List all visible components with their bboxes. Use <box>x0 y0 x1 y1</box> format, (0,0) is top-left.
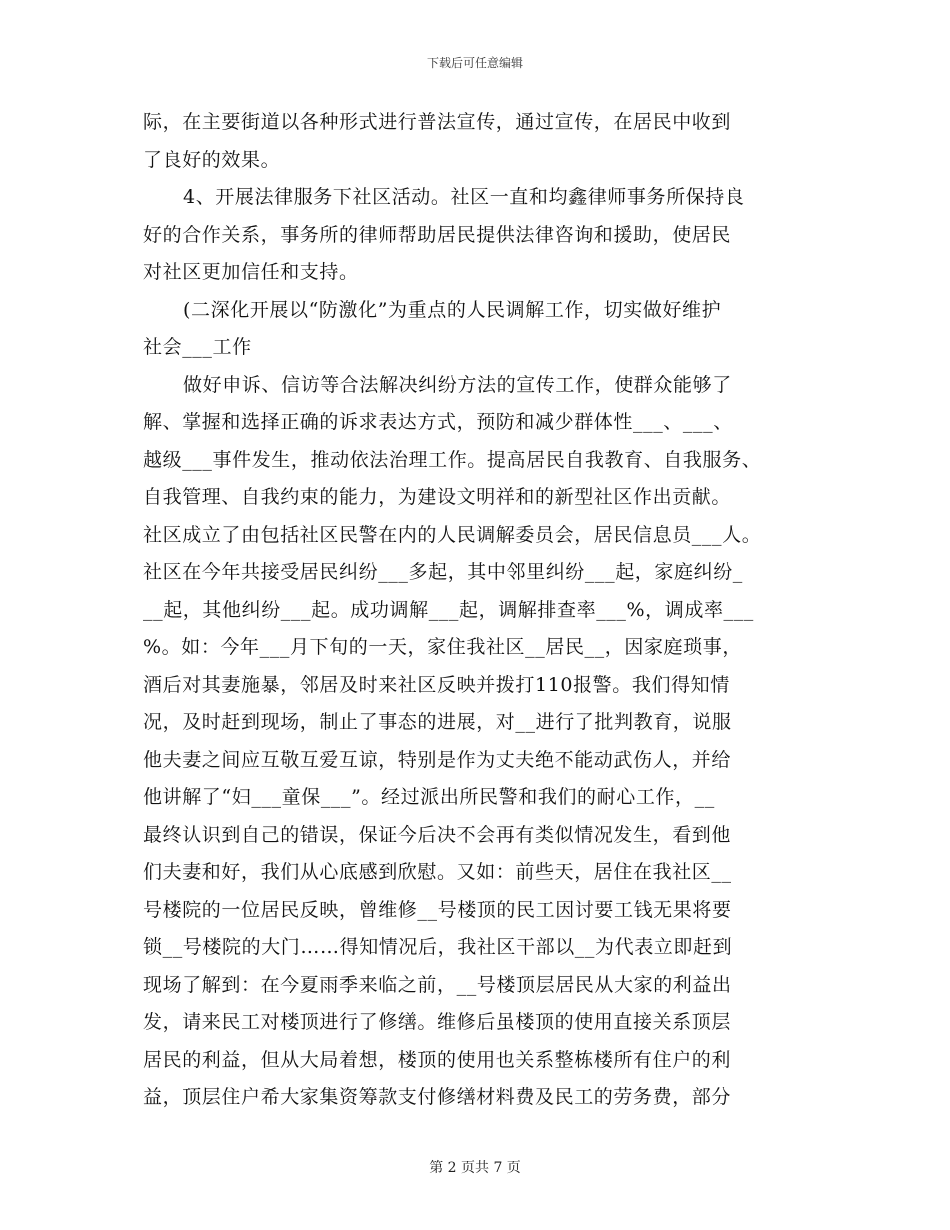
text-line: (二深化开展以“防激化”为重点的人民调解工作，切实做好维护 <box>183 298 722 321</box>
text-line: %。如：今年___月下旬的一天，家住我社区__居民__，因家庭琐事， <box>143 636 742 658</box>
text-line: __起，其他纠纷___起。成功调解___起，调解排查率___%，调成率___ <box>143 598 754 621</box>
text-line: 好的合作关系，事务所的律师帮助居民提供法律咨询和援助，使居民 <box>143 223 732 246</box>
text-line: 他夫妻之间应互敬互爱互谅，特别是作为丈夫绝不能动武伤人，并给 <box>143 748 732 771</box>
text-line: 社区成立了由包括社区民警在内的人民调解委员会，居民信息员___人。 <box>143 523 762 546</box>
text-line: 现场了解到：在今夏雨季来临之前，__号楼顶层居民从大家的利益出 <box>143 973 732 996</box>
text-line: 了良好的效果。 <box>143 148 281 171</box>
text-line: 际，在主要街道以各种形式进行普法宣传，通过宣传，在居民中收到 <box>143 111 732 133</box>
text-line: 越级___事件发生，推动依法治理工作。提高居民自我教育、自我服务、 <box>143 448 762 471</box>
text-line: 锁__号楼院的大门……得知情况后，我社区干部以__为代表立即赶到 <box>143 936 733 958</box>
text-line: 4、开展法律服务下社区活动。社区一直和均鑫律师事务所保持良 <box>183 186 745 208</box>
text-line: 解、掌握和选择正确的诉求表达方式，预防和减少群体性___、___、 <box>143 411 733 433</box>
text-line: 号楼院的一位居民反映，曾维修__号楼顶的民工因讨要工钱无果将要 <box>143 898 732 921</box>
text-line: 酒后对其妻施暴，邻居及时来社区反映并拨打110报警。我们得知情 <box>143 673 730 696</box>
text-line: 社区在今年共接受居民纠纷___多起，其中邻里纠纷___起，家庭纠纷_ <box>143 561 743 583</box>
text-line: 自我管理、自我约束的能力，为建设文明祥和的新型社区作出贡献。 <box>143 486 732 508</box>
text-line: 况，及时赶到现场，制止了事态的进展，对__进行了批判教育，说服 <box>143 711 732 733</box>
text-line: 对社区更加信任和支持。 <box>143 261 359 283</box>
document-body <box>143 104 823 1117</box>
text-line: 他讲解了“妇___童保___”。经过派出所民警和我们的耐心工作，__ <box>143 786 715 808</box>
text-line: 最终认识到自己的错误，保证今后决不会再有类似情况发生，看到他 <box>143 823 732 846</box>
text-line: 益，顶层住户希大家集资筹款支付修缮材料费及民工的劳务费，部分 <box>143 1086 732 1108</box>
text-line: 发，请来民工对楼顶进行了修缮。维修后虽楼顶的使用直接关系顶层 <box>143 1011 732 1033</box>
page-header: 下载后可任意编辑 <box>426 56 523 70</box>
text-line: 社会___工作 <box>143 336 252 358</box>
text-line: 们夫妻和好，我们从心底感到欣慰。又如：前些天，居住在我社区__ <box>143 861 732 883</box>
page-footer: 第 2 页共 7 页 <box>429 1160 521 1176</box>
text-line: 做好申诉、信访等合法解决纠纷方法的宣传工作，使群众能够了 <box>183 373 732 396</box>
text-line: 居民的利益，但从大局着想，楼顶的使用也关系整栋楼所有住户的利 <box>143 1048 732 1071</box>
